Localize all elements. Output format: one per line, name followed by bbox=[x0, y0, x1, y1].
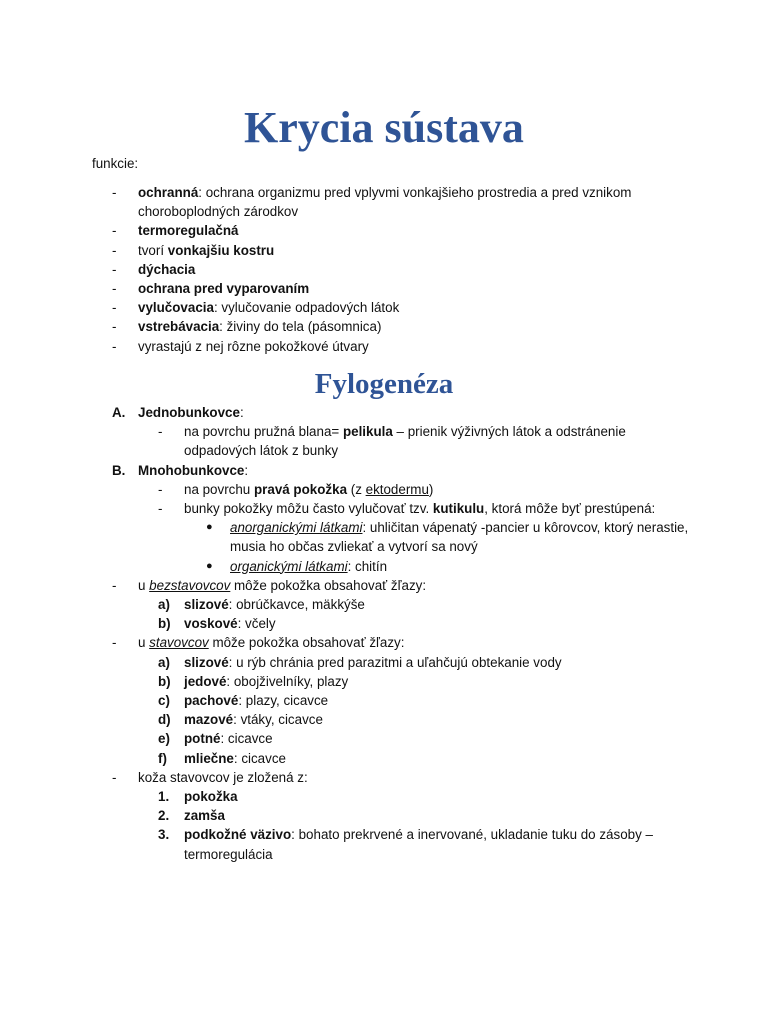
item-text: u bbox=[138, 577, 150, 593]
list-item bbox=[158, 672, 692, 691]
section-a-heading bbox=[112, 403, 692, 422]
letter-marker: a) bbox=[158, 597, 170, 613]
bold-term: ochranná bbox=[138, 185, 199, 200]
letter-marker: e) bbox=[158, 731, 170, 747]
letter-marker: B. bbox=[112, 462, 126, 478]
italic-term: bezstavovcov bbox=[149, 577, 231, 593]
dash-marker: - bbox=[112, 635, 117, 651]
bold-term: dýchacia bbox=[138, 261, 196, 277]
item-text: koža stavovcov je zložená z: bbox=[138, 769, 308, 785]
bold-term: mliečne bbox=[184, 750, 234, 766]
bold-term: ochrana pred vyparovaním bbox=[138, 281, 310, 297]
bold-term: vylučovacia bbox=[138, 300, 214, 316]
bold-term: jedové bbox=[184, 673, 227, 689]
italic-term: stavovcov bbox=[149, 635, 209, 651]
list-item bbox=[158, 806, 692, 825]
list-item bbox=[158, 595, 692, 614]
dash-marker: - bbox=[112, 223, 117, 239]
list-item bbox=[204, 557, 692, 576]
list-item bbox=[112, 279, 672, 298]
item-text: : obrúčkavce, mäkkýše bbox=[228, 597, 365, 613]
item-text: (z bbox=[347, 481, 366, 497]
item-text: – prienik výživných látok a odstránenie odpadových látok z bunky bbox=[184, 424, 626, 459]
section-a-label: Jednobunkovce bbox=[138, 405, 240, 420]
list-item bbox=[112, 260, 672, 279]
item-text: : vtáky, cicavce bbox=[233, 712, 323, 728]
list-item bbox=[112, 337, 672, 356]
item-text: : bohato prekrvené a inervované, ukladanie tuku do zásoby – termoregulácia bbox=[184, 827, 653, 862]
list-item bbox=[158, 480, 692, 499]
item-text: : cicavce bbox=[233, 750, 286, 766]
list-item bbox=[158, 749, 692, 768]
bold-term: pravá pokožka bbox=[253, 481, 348, 497]
functions-intro: funkcie: bbox=[92, 156, 139, 171]
dash-marker: - bbox=[158, 424, 163, 440]
list-item bbox=[158, 825, 692, 863]
list-item bbox=[158, 710, 692, 729]
section-heading: Fylogenéza bbox=[314, 368, 454, 400]
list-item bbox=[112, 183, 672, 221]
bold-term: podkožné väzivo bbox=[184, 827, 292, 843]
item-text: na povrchu pružná blana= bbox=[184, 424, 343, 440]
bold-term: pelikula bbox=[342, 424, 393, 440]
page-title: Krycia sústava bbox=[244, 103, 524, 152]
dash-marker: - bbox=[112, 261, 117, 277]
list-item bbox=[112, 221, 672, 240]
item-text: : plazy, cicavce bbox=[238, 693, 329, 709]
letter-marker: A. bbox=[112, 405, 126, 420]
dash-marker: - bbox=[112, 242, 117, 258]
bold-term: potné bbox=[184, 731, 221, 747]
colon: : bbox=[239, 405, 244, 420]
bold-term: voskové bbox=[184, 616, 238, 632]
item-text: ) bbox=[428, 481, 434, 497]
dash-marker: - bbox=[112, 300, 117, 316]
colon: : bbox=[244, 462, 249, 478]
dash-marker: - bbox=[158, 481, 163, 497]
item-text: vyrastajú z nej rôzne pokožkové útvary bbox=[138, 338, 369, 354]
number-marker: 3. bbox=[158, 827, 170, 843]
italic-term: anorganickými látkami bbox=[230, 520, 363, 536]
dash-marker: - bbox=[112, 319, 117, 335]
dash-marker: - bbox=[112, 338, 117, 354]
item-text: : vylučovanie odpadových látok bbox=[213, 300, 400, 316]
list-item bbox=[112, 633, 692, 652]
list-item bbox=[204, 518, 692, 556]
list-item bbox=[158, 499, 692, 518]
list-item bbox=[112, 768, 692, 787]
bold-term: termoregulačná bbox=[138, 223, 239, 239]
phylogeny-section bbox=[112, 403, 692, 864]
list-item bbox=[158, 729, 692, 748]
bold-term: pachové bbox=[184, 693, 239, 709]
number-marker: 1. bbox=[158, 789, 170, 805]
item-text: na povrchu bbox=[184, 481, 254, 497]
list-item bbox=[112, 317, 672, 336]
list-item bbox=[112, 241, 672, 260]
dash-marker: - bbox=[112, 769, 117, 785]
letter-marker: c) bbox=[158, 693, 170, 709]
bold-term: slizové bbox=[184, 597, 229, 613]
item-text: u bbox=[138, 635, 150, 651]
section-b-heading bbox=[112, 461, 692, 480]
list-item bbox=[112, 298, 672, 317]
list-item bbox=[158, 614, 692, 633]
letter-marker: f) bbox=[158, 750, 167, 766]
list-item bbox=[112, 576, 692, 595]
letter-marker: b) bbox=[158, 673, 171, 689]
list-item bbox=[158, 422, 692, 460]
bold-term: vstrebávacia bbox=[138, 319, 220, 335]
bold-term: mazové bbox=[184, 712, 234, 728]
bold-term: vonkajšiu kostru bbox=[167, 242, 275, 258]
list-item bbox=[158, 653, 692, 672]
item-text: bunky pokožky môžu často vylučovať tzv. bbox=[184, 501, 433, 517]
letter-marker: a) bbox=[158, 654, 170, 670]
item-text: : uhličitan vápenatý -pancier u kôrovcov, ktorý nerastie, musia ho občas zvliekať a vytvorí sa nový bbox=[230, 520, 689, 555]
italic-term: organickými látkami bbox=[230, 558, 348, 574]
item-text: : cicavce bbox=[220, 731, 273, 747]
dash-marker: - bbox=[112, 185, 117, 200]
underlined-term: ektodermu bbox=[365, 481, 429, 497]
list-item bbox=[158, 691, 692, 710]
item-text: : obojživelníky, plazy bbox=[226, 673, 349, 689]
item-text: : chitín bbox=[347, 558, 388, 574]
bullet-marker: ● bbox=[206, 559, 213, 572]
bold-term: zamša bbox=[184, 808, 225, 824]
bold-term: slizové bbox=[184, 654, 229, 670]
letter-marker: b) bbox=[158, 616, 171, 632]
number-marker: 2. bbox=[158, 808, 170, 824]
item-text: môže pokožka obsahovať žľazy: bbox=[208, 635, 405, 651]
bold-term: pokožka bbox=[184, 789, 238, 805]
item-text: : ochrana organizmu pred vplyvmi vonkajšieho prostredia a pred vznikom choroboplodných zárodkov bbox=[138, 185, 632, 220]
list-item bbox=[158, 787, 692, 806]
section-b-label: Mnohobunkovce bbox=[138, 462, 245, 478]
dash-marker: - bbox=[112, 577, 117, 593]
item-text: môže pokožka obsahovať žľazy: bbox=[230, 577, 427, 593]
item-text: : včely bbox=[237, 616, 276, 632]
item-text: tvorí bbox=[138, 242, 168, 258]
item-text: , ktorá môže byť prestúpená: bbox=[484, 501, 656, 517]
bullet-marker: ● bbox=[206, 521, 213, 534]
item-text: : u rýb chránia pred parazitmi a uľahčujú obtekanie vody bbox=[228, 654, 562, 670]
dash-marker: - bbox=[158, 501, 163, 517]
functions-list bbox=[112, 183, 672, 356]
letter-marker: d) bbox=[158, 712, 171, 728]
item-text: : živiny do tela (pásomnica) bbox=[219, 319, 382, 335]
bold-term: kutikulu bbox=[432, 501, 485, 517]
dash-marker: - bbox=[112, 281, 117, 297]
